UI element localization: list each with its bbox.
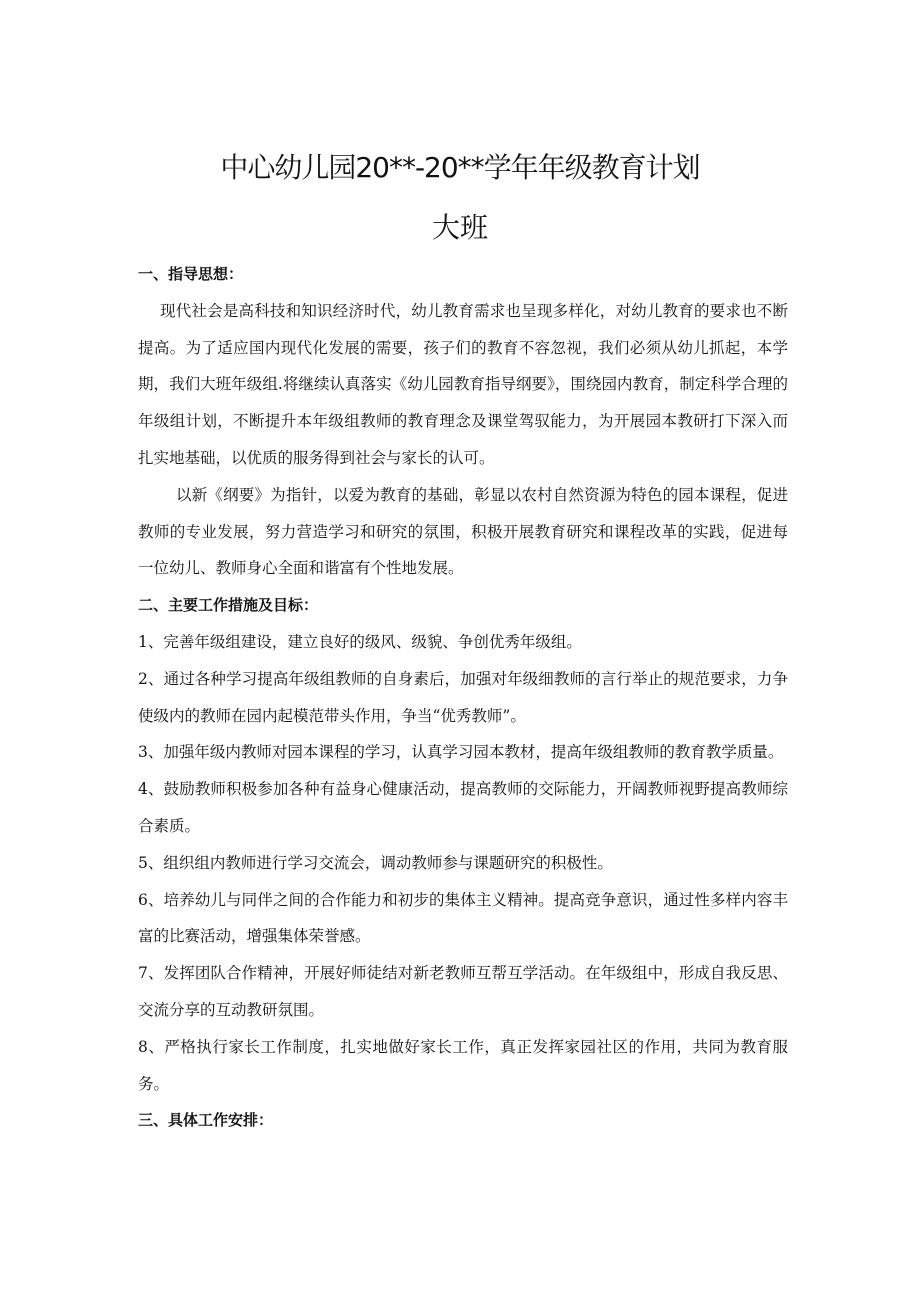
document-subtitle: 大班: [431, 211, 488, 244]
list-item: 7、发挥团队合作精神，开展好师徒结对新老教师互帮互学活动。在年级组中，形成自我反思、交流分享的互动教研氛围。: [138, 964, 788, 1019]
list-item: 5、组织组内教师进行学习交流会，调动教师参与课题研究的积极性。: [138, 853, 613, 872]
paragraph: 以新《纲要》为指针，以爱为教育的基础，彰显以农村自然资源为特色的园本课程，促进教师的专业发展，努力营造学习和研究的氛围，积极开展教育研究和课程改革的实践，促进每一位幼儿、教师身心全面和谐富有个性地发展。: [138, 485, 788, 578]
section-heading-work-arrangement: 三、具体工作安排：: [138, 1111, 274, 1130]
list-item: 3、加强年级内教师对园本课程的学习，认真学习园本教材，提高年级组教师的教育教学质量。: [138, 743, 784, 762]
list-item: 1、完善年级组建设，建立良好的级风、级貌、争创优秀年级组。: [138, 632, 582, 651]
list-item: 8、严格执行家长工作制度，扎实地做好家长工作，真正发挥家园社区的作用，共同为教育服务。: [138, 1037, 788, 1093]
document-title: 中心幼儿园20**-20**学年年级教育计划: [220, 151, 700, 184]
document-body: [138, 256, 788, 1139]
list-item: 4、鼓励教师积极参加各种有益身心健康活动，提高教师的交际能力，开阔教师视野提高教师综合素质。: [138, 780, 788, 835]
paragraph: 现代社会是高科技和知识经济时代，幼儿教育需求也呈现多样化，对幼儿教育的要求也不断提高。为了适应国内现代化发展的需要，孩子们的教育不容忽视，我们必须从幼儿抓起，本学期，我们大班年级组.将继续认真落实《幼儿园教育指导纲要》，围绕园内教育，制定科学合理的年级组计划，不断提升本年级组教师的教育理念及课堂驾驭能力，为开展园本教研打下深入而扎实地基础，以优质的服务得到社会与家长的认可。: [138, 301, 788, 467]
section-heading-main-measures: 二、主要工作措施及目标：: [138, 596, 319, 615]
list-item: 2、通过各种学习提高年级组教师的自身素后，加强对年级细教师的言行举止的规范要求，力争使级内的教师在园内起模范带头作用，争当“优秀教师”。: [138, 669, 788, 725]
list-item: 6、培养幼儿与同伴之间的合作能力和初步的集体主义精神。提高竞争意识，通过性多样内容丰富的比赛活动，增强集体荣誉感。: [138, 890, 788, 946]
section-heading-guiding-ideology: 一、指导思想：: [138, 265, 244, 283]
